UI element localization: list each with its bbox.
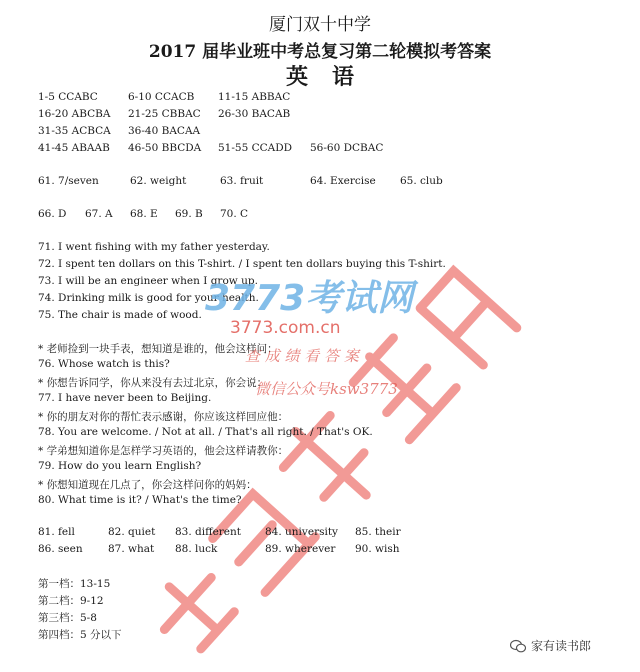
- answer-74: 74. Drinking milk is good for your health.: [38, 292, 259, 304]
- prompt-78: * 你的朋友对你的帮忙表示感谢，你应该这样回应他：: [38, 411, 289, 423]
- answer-77: 77. I have never been to Beijing.: [38, 392, 212, 404]
- answer-81: 81. fell: [38, 526, 75, 538]
- answer-89: 89. wherever: [265, 543, 336, 555]
- url-watermark: 3773.com.cn: [230, 318, 341, 338]
- school-name: 厦门双十中学: [269, 15, 371, 35]
- answer-88: 88. luck: [175, 543, 218, 555]
- answer-79: 79. How do you learn English?: [38, 460, 202, 472]
- prompt-76: * 老师捡到一块手表，想知道是谁的，他会这样问：: [38, 343, 278, 355]
- answer-76: 76. Whose watch is this?: [38, 358, 170, 370]
- answer-67: 67. A: [85, 208, 113, 220]
- answer-66: 66. D: [38, 208, 67, 220]
- answer-11-15: 11-15 ABBAC: [218, 91, 291, 103]
- answer-62: 62. weight: [130, 175, 187, 187]
- answer-46-50: 46-50 BBCDA: [128, 142, 202, 154]
- grade-band-3: 第三档：5-8: [38, 612, 97, 624]
- grade-band-2: 第二档：9-12: [38, 595, 104, 607]
- answer-82: 82. quiet: [108, 526, 156, 538]
- answer-26-30: 26-30 BACAB: [218, 108, 291, 120]
- answer-1-5: 1-5 CCABC: [38, 91, 98, 103]
- answer-68: 68. E: [130, 208, 158, 220]
- prompt-80: * 你想知道现在几点了，你会这样问你的妈妈：: [38, 479, 257, 491]
- answer-90: 90. wish: [355, 543, 400, 555]
- answer-85: 85. their: [355, 526, 401, 538]
- answer-71: 71. I went fishing with my father yesterday.: [38, 241, 270, 253]
- answer-69: 69. B: [175, 208, 203, 220]
- answer-41-45: 41-45 ABAAB: [38, 142, 110, 154]
- answer-78: 78. You are welcome. / Not at all. / That's all right. / That's OK.: [38, 426, 373, 438]
- watermark-line-2: 微信公众号ksw3773: [255, 380, 398, 398]
- answer-72: 72. I spent ten dollars on this T-shirt. / I spent ten dollars buying this T-shirt.: [38, 258, 446, 270]
- answer-56-60: 56-60 DCBAC: [310, 142, 384, 154]
- answer-84: 84. university: [265, 526, 338, 538]
- answer-65: 65. club: [400, 175, 443, 187]
- answer-64: 64. Exercise: [310, 175, 376, 187]
- brand-label: 家有读书郎: [531, 639, 592, 653]
- answer-75: 75. The chair is made of wood.: [38, 309, 202, 321]
- wechat-icon: [510, 639, 526, 653]
- brand-mark: [510, 637, 591, 654]
- answer-36-40: 36-40 BACAA: [128, 125, 201, 137]
- answer-16-20: 16-20 ABCBA: [38, 108, 111, 120]
- site-watermark: 3773考试网: [205, 278, 414, 319]
- answer-83: 83. different: [175, 526, 242, 538]
- grade-band-1: 第一档：13-15: [38, 578, 111, 590]
- prompt-79: * 学弟想知道你是怎样学习英语的，他会这样请教你：: [38, 445, 289, 457]
- answer-63: 63. fruit: [220, 175, 264, 187]
- answer-31-35: 31-35 ACBCA: [38, 125, 111, 137]
- answer-86: 86. seen: [38, 543, 83, 555]
- answer-70: 70. C: [220, 208, 249, 220]
- answer-21-25: 21-25 CBBAC: [128, 108, 201, 120]
- answer-73: 73. I will be an engineer when I grow up.: [38, 275, 258, 287]
- answer-61: 61. 7/seven: [38, 175, 99, 187]
- answer-51-55: 51-55 CCADD: [218, 142, 293, 154]
- answer-80: 80. What time is it? / What's the time?: [38, 494, 242, 506]
- prompt-77: * 你想告诉同学，你从来没有去过北京，你会说：: [38, 377, 268, 389]
- exam-title: 2017 届毕业班中考总复习第二轮模拟考答案: [148, 42, 492, 62]
- grade-band-4: 第四档：5 分以下: [38, 629, 122, 641]
- subject-title: 英语: [285, 64, 378, 90]
- watermark-line-1: 查 成 绩 看 答 案: [245, 347, 359, 365]
- answer-6-10: 6-10 CCACB: [128, 91, 195, 103]
- answer-87: 87. what: [108, 543, 155, 555]
